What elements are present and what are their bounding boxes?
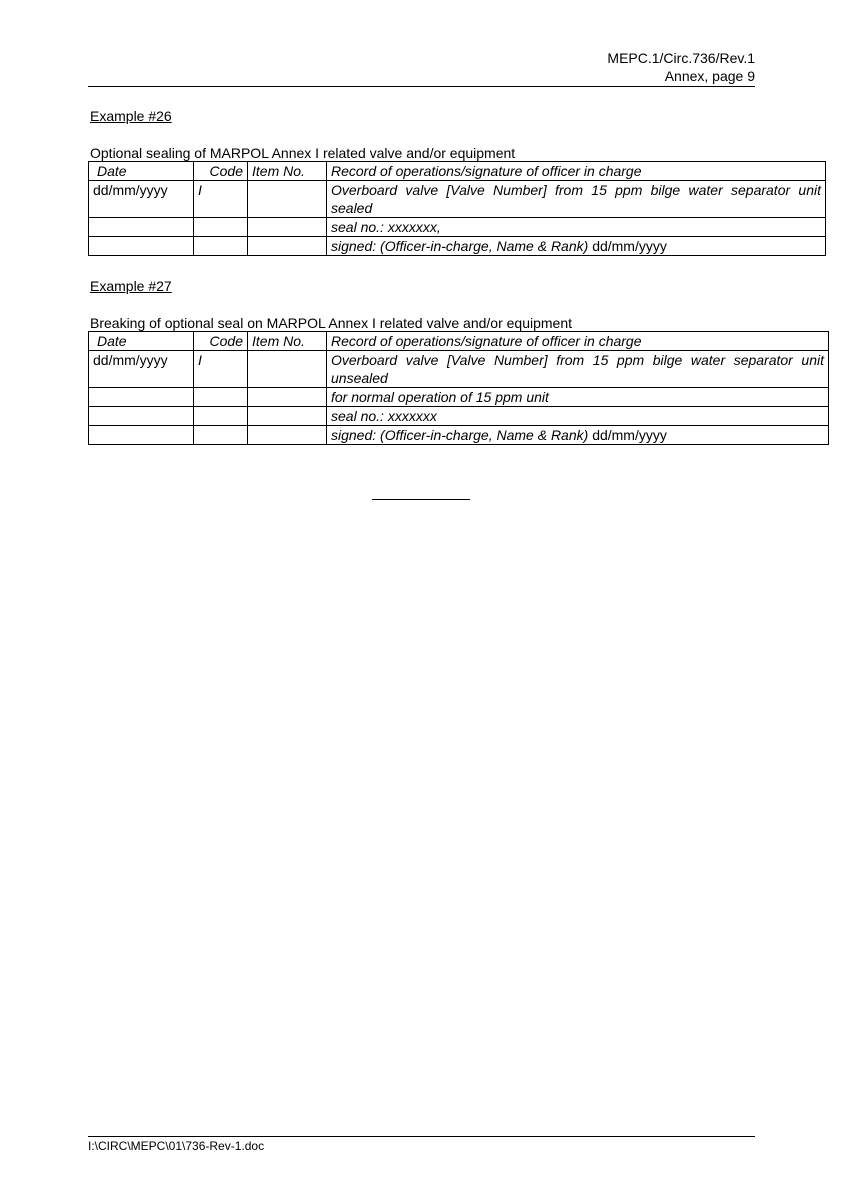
code-cell [194,407,248,426]
item-cell [248,426,327,445]
item-cell [248,218,327,237]
footer-rule [88,1136,755,1137]
document-reference: MEPC.1/Circ.736/Rev.1 [607,50,755,66]
code-cell [194,388,248,407]
record-cell [327,237,826,256]
table-row [89,426,829,445]
table-row [89,237,826,256]
signature-text: signed: (Officer-in-charge, Name & Rank) [331,238,589,254]
table-row [89,388,829,407]
item-cell [248,407,327,426]
example-27-caption: Breaking of optional seal on MARPOL Annex I related valve and/or equipment [90,315,572,331]
record-cell: Overboard valve [Valve Number] from 15 ppm bilge water separator unit unsealed [327,351,829,388]
footer-file-path: I:\CIRC\MEPC\01\736-Rev-1.doc [88,1139,265,1153]
example-26-table [88,161,826,256]
column-header-item-no: Item No. [248,162,327,181]
page-header [88,49,755,85]
record-cell: for normal operation of 15 ppm unit [327,388,829,407]
record-cell: Overboard valve [Valve Number] from 15 ppm bilge water separator unit sealed [327,181,826,218]
table-row [89,218,826,237]
code-cell: I [194,351,248,388]
signature-text: signed: (Officer-in-charge, Name & Rank) [331,427,589,443]
date-cell: dd/mm/yyyy [89,351,194,388]
code-cell [194,426,248,445]
signature-date: dd/mm/yyyy [592,427,667,443]
item-cell [248,351,327,388]
column-header-date: Date [89,332,194,351]
date-cell [89,407,194,426]
record-cell [327,426,829,445]
column-header-code: Code [194,162,248,181]
end-of-document-rule [372,499,470,500]
item-cell [248,388,327,407]
date-cell [89,237,194,256]
record-cell: seal no.: xxxxxxx, [327,218,826,237]
record-cell: seal no.: xxxxxxx [327,407,829,426]
header-rule [88,86,755,87]
example-27-title: Example #27 [90,278,172,294]
signature-date: dd/mm/yyyy [592,238,667,254]
table-row [89,181,826,218]
item-cell [248,237,327,256]
item-cell [248,181,327,218]
example-27-table [88,331,829,445]
column-header-date: Date [89,162,194,181]
example-26-title: Example #26 [90,108,172,124]
column-header-record: Record of operations/signature of officer in charge [327,162,826,181]
table-row [89,351,829,388]
code-cell [194,237,248,256]
code-cell [194,218,248,237]
table-row [89,407,829,426]
column-header-item-no: Item No. [248,332,327,351]
date-cell [89,218,194,237]
table-header-row [89,162,826,181]
date-cell: dd/mm/yyyy [89,181,194,218]
example-26-caption: Optional sealing of MARPOL Annex I related valve and/or equipment [90,145,516,161]
column-header-record: Record of operations/signature of officer in charge [327,332,829,351]
column-header-code: Code [194,332,248,351]
code-cell: I [194,181,248,218]
date-cell [89,388,194,407]
page-reference: Annex, page 9 [664,68,755,84]
table-header-row [89,332,829,351]
date-cell [89,426,194,445]
